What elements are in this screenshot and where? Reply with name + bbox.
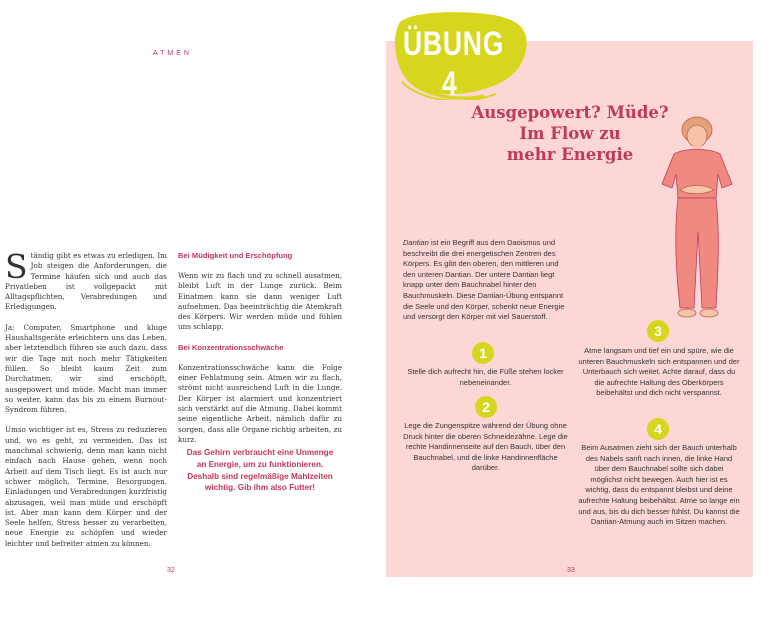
paragraph-fatigue: Wenn wir zu flach und zu schnell ausatmen, bleibt Luft in der Lunge zurück. Beim Einatmen kann sie dann weniger Luft aufnehmen. Das beeinträchtig die Atemkraft des Körpers. Wir werden müde und fühlen uns schlapp. xyxy=(178,271,342,332)
step-2-text: Lege die Zungenspitze während der Übung ohne Druck hinter die oberen Schneidezähne. Lege die rechte Handinnenseite auf den Bauch, über den Bauchnabel, und die linke Handinnenfläche darüber. xyxy=(403,421,568,473)
paragraph-1 xyxy=(5,247,167,313)
intro-text xyxy=(403,238,568,323)
step-4-text: Beim Ausatmen zieht sich der Bauch unterhalb des Nabels sanft nach innen, die linke Hand über dem Bauchnabel sollte sich dabei möglichst nicht bewegen. Auch hier ist es wichtig, dass du entspannt bleibst und deine aufrechte Haltung beibehältst. Atme so lange ein und aus, bis du dich besser fühlst. Du kannst die Dantian-Atmung auch im Sitzen machen. xyxy=(578,443,740,527)
person-illustration xyxy=(650,112,750,342)
pull-quote: Das Gehirn verbraucht eine Unmenge an Energie, um zu funktionieren. Deshalb sind regelmäßige Mahlzeiten wichtig. Gib ihm also Futter! xyxy=(186,448,334,493)
step-1-text: Stelle dich aufrecht hin, die Füße stehen locker nebeneinander. xyxy=(407,367,564,387)
body-column-1 xyxy=(5,247,167,559)
running-head: ATMEN xyxy=(153,50,192,57)
paragraph-3: Umso wichtiger ist es, Stress zu reduzieren und, wo es geht, zu vermeiden. Das ist manchmal schwierig, denn man kann nicht einfach nach Hause gehen, wenn noch Arbeit auf dem Tisch liegt. Es ist auch nur schwer möglich, Termine, Besorgungen, Einladungen und Verabredungen kurzfristig abzusagen, weil man müde und erschöpft ist. Aber man kann dem Körper und der Seele helfen, Stress besser zu verarbeiten, neue Energie zu schöpfen und wieder leichter und befreiter atmen zu können. xyxy=(5,425,167,548)
step-4-number: 4 xyxy=(647,418,669,440)
body-column-2 xyxy=(178,251,342,455)
headline xyxy=(470,102,670,165)
subhead-concentration: Bei Konzentrationsschwäche xyxy=(178,342,284,352)
step-3-number: 3 xyxy=(647,320,669,342)
subhead-fatigue: Bei Müdigkeit und Erschöpfung xyxy=(178,251,293,260)
step-2-number: 2 xyxy=(475,396,497,418)
intro-body: ist ein Begriff aus dem Daoismus und beschreibt die drei energetischen Zentren des Körpers. Es gibt den oberen, den mittleren und den unteren Dantian. Der untere Dantian liegt knapp unter dem Bauchnabel hinter den Bauchmuskeln. Diese Dantian-Übung entspannt die Seele und den Körper, schenkt neue Energie und versorgt den Körper mit viel Sauerstoff. xyxy=(403,238,565,322)
drop-cap: S xyxy=(5,247,28,286)
exercise-badge-label: ÜBUNG 4 xyxy=(403,25,505,103)
page-number-right: 33 xyxy=(567,567,575,574)
intro-term: Dantian xyxy=(403,238,429,247)
headline-line-3: mehr Energie xyxy=(506,145,634,164)
paragraph-1-text: tändig gibt es etwas zu erledigen. Im Job steigen die Anforderungen, die Termine häufen sich und auch das Privatleben ist vollgepackt mit Alltagspflichten, Verabredungen und Erledigungen. xyxy=(5,251,167,312)
headline-line-2: Im Flow zu xyxy=(519,124,621,143)
paragraph-concentration: Konzentrationsschwäche kann die Folge einer Fehlatmung sein. Atmen wir zu flach, strömt nicht ausreichend Luft in die Lunge. Der Körper ist alarmiert und konzentriert sich verstärkt auf die Atmung. Dabei kommt seine eigentliche Arbeit, nämlich dafür zu sorgen, dass alle Organe richtig arbeiten, zu kurz. xyxy=(178,362,342,444)
step-3-text: Atme langsam und tief ein und spüre, wie die unteren Bauchmuskeln sich entspannen und der Unterbauch sich weitet. Achte darauf, dass du die aufrechte Haltung des Oberkörpers beibehältst und dich nicht verspannst. xyxy=(578,346,740,398)
step-1-number: 1 xyxy=(472,342,494,364)
page-number-left: 32 xyxy=(167,567,175,574)
headline-line-1: Ausgepowert? Müde? xyxy=(471,103,669,122)
paragraph-2: Ja: Computer, Smartphone und kluge Haushaltsgeräte erleichtern uns das Leben, aber letztendlich führen sie auch dazu, dass wir die Tage mit noch mehr Tätigkeiten füllen. So bleibt kaum Zeit zum Durchatmen, wir sind erschöpft, ausgepowert und müde. Macht man immer so weiter, kann das bis zu einem Burnout-Syndrom führen. xyxy=(5,322,167,415)
